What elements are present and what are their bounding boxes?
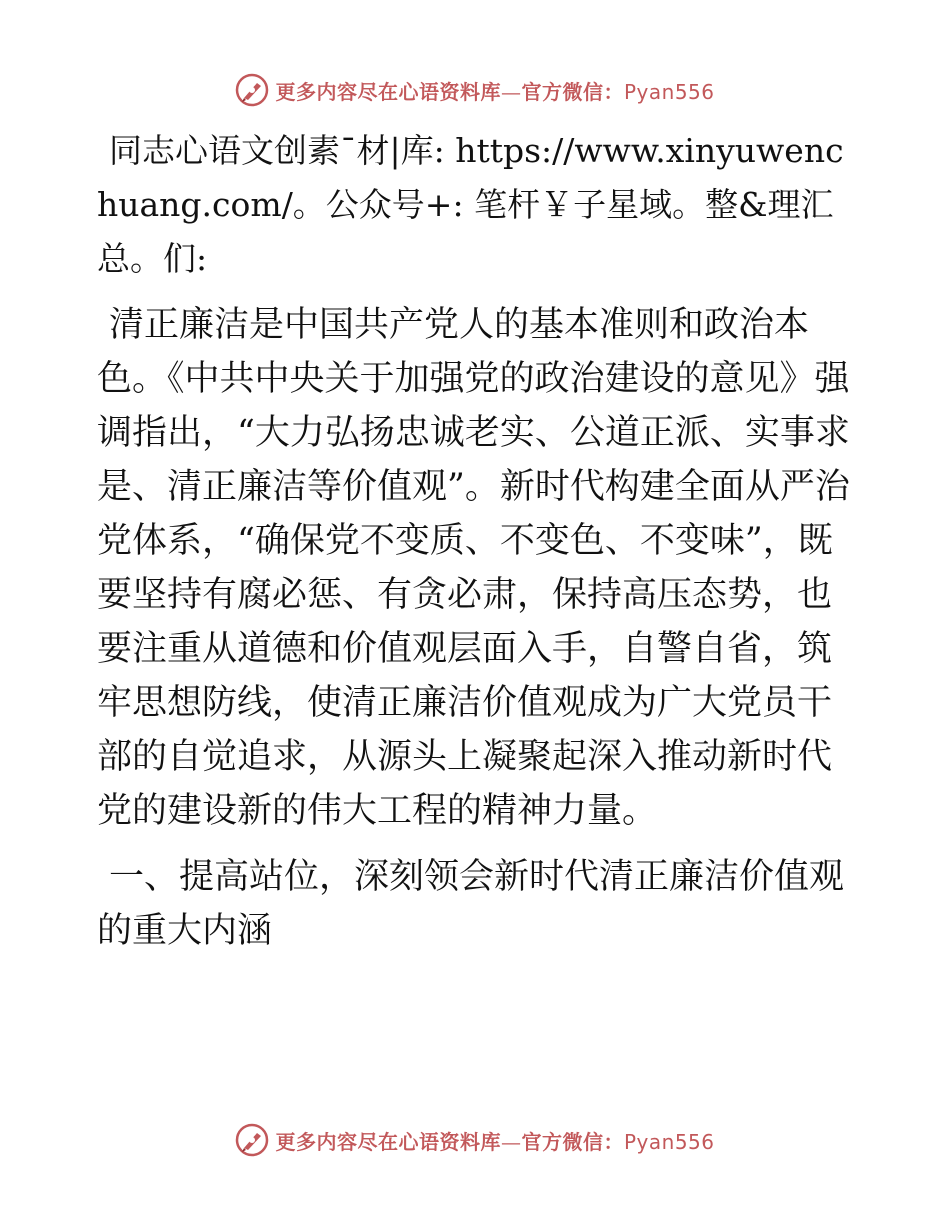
footer-banner-wechat-label: 官方微信： <box>521 1129 624 1154</box>
footer-banner <box>0 1120 950 1160</box>
header-banner-inner <box>235 73 714 107</box>
document-body <box>97 124 852 958</box>
header-banner-wechat-label: 官方微信： <box>521 79 624 104</box>
red-pen-logo-icon <box>235 73 269 107</box>
footer-banner-inner <box>235 1123 714 1157</box>
footer-banner-separator: — <box>500 1129 522 1154</box>
paragraph-source-note: 同志心语文创素¯材|库: https://www.xinyuwenchuang.com/。公众号+: 笔杆￥子星域。整&理汇总。们: <box>97 131 844 278</box>
header-banner <box>0 70 950 110</box>
footer-banner-text <box>275 1126 714 1155</box>
red-pen-logo-icon <box>235 1123 269 1157</box>
header-banner-title: 更多内容尽在心语资料库 <box>275 79 501 104</box>
section-heading-1: 一、提高站位，深刻领会新时代清正廉洁价值观的重大内涵 <box>97 857 845 951</box>
header-banner-separator: — <box>500 79 522 104</box>
paragraph-intro: 清正廉洁是中国共产党人的基本准则和政治本色。《中共中央关于加强党的政治建设的意见》强调指出，“大力弘扬忠诚老实、公道正派、实事求是、清正廉洁等价值观”。新时代构建全面从严治党体系，“确保党不变质、不变色、不变味”，既要坚持有腐必惩、有贪必肃，保持高压态势，也要注重从道德和价值观层面入手，自警自省，筑牢思想防线，使清正廉洁价值观成为广大党员干部的自觉追求，从源头上凝聚起深入推动新时代党的建设新的伟大工程的精神力量。 <box>97 305 850 831</box>
footer-banner-wechat-id: Pyan556 <box>623 1129 715 1154</box>
header-banner-text <box>275 76 714 105</box>
footer-banner-title: 更多内容尽在心语资料库 <box>275 1129 501 1154</box>
header-banner-wechat-id: Pyan556 <box>623 79 715 104</box>
